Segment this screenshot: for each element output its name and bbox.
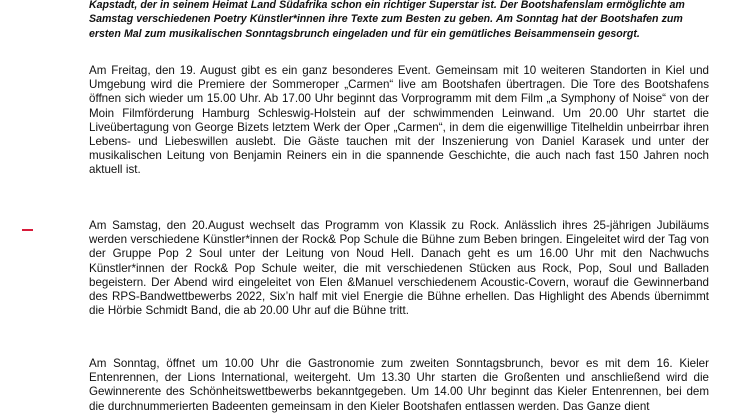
paragraph-saturday-rock: Am Samstag, den 20.August wechselt das Programm von Klassik zu Rock. Anlässlich ihres 25-jährigen Jubiläums werden verschiedene Künstler*innen der Rock& Pop Schule die Bühne zum Beben bringen. Eingeleitet wird der Tag von der Gruppe Pop 2 Soul unter der Leitung von Noud Hell. Danach geht es um 16.00 Uhr mit den Nachwuchs Künstler*innen der Rock& Pop Schule weiter, die mit verschiedenen Stücken aus Rock, Pop, Soul und Balladen begeistern. Der Abend wird eingeleitet von Elen &Manuel verschiedenem Acoustic-Covern, worauf die Gewinnerband des RPS-Bandwettbewerbs 2022, Six’n half mit viel Energie die Bühne erhellen. Das Highlight des Abends übernimmt die Hörbie Schmidt Band, die ab 20.00 Uhr auf die Bühne tritt. (89, 219, 709, 318)
margin-change-mark (22, 229, 33, 231)
paragraph-friday-opera: Am Freitag, den 19. August gibt es ein ganz besonderes Event. Gemeinsam mit 10 weiteren Standorten in Kiel und Umgebung wird die Premiere der Sommeroper „Carmen“ live am Bootshafen übertragen. Die Tore des Bootshafens öffnen sich wieder um 15.00 Uhr. Ab 17.00 Uhr beginnt das Vorprogramm mit dem Film „a Symphony of Noise“ von der Moin Filmförderung Hamburg Schleswig-Holstein auf der schwimmenden Leinwand. Um 20.00 Uhr startet die Liveübertagung von George Bizets letztem Werk der Oper „Carmen“, in dem die eigenwillige Titelheldin unbeirrbar ihren Lebens- und Liebeswillen auslebt. Die Gäste tauchen mit der Inszenierung von Daniel Karasek und unter der musikalischen Leitung von Benjamin Reiners ein in die spannende Geschichte, die auch nach fast 150 Jahren noch aktuell ist. (89, 64, 709, 177)
paragraph-sunday-duck-race: Am Sonntag, öffnet um 10.00 Uhr die Gastronomie zum zweiten Sonntagsbrunch, bevor es mit dem 16. Kieler Entenrennen, der Lions International, weitergeht. Um 13.30 Uhr starten die Großenten und anschließend wird die Gewinnerente des Schönheitswettbewerbs bekanntgegeben. Um 14.00 Uhr beginnt das Kieler Entenrennen, bei dem die durchnummerierten Badeenten gemeinsam in den Kieler Bootshafen entlassen werden. Das Ganze dient (89, 357, 709, 413)
intro-paragraph: Kapstadt, der in seinem Heimat Land Südafrika schon ein richtiger Superstar ist. Der Bootshafenslam ermöglichte am Samstag verschiedenen Poetry Künstler*innen ihre Texte zum Besten zu geben. Am Sonntag hat der Bootshafen zum ersten Mal zum musikalischen Sonntagsbrunch eingeladen und für ein gemütliches Beisammensein gesorgt. (89, 0, 685, 40)
